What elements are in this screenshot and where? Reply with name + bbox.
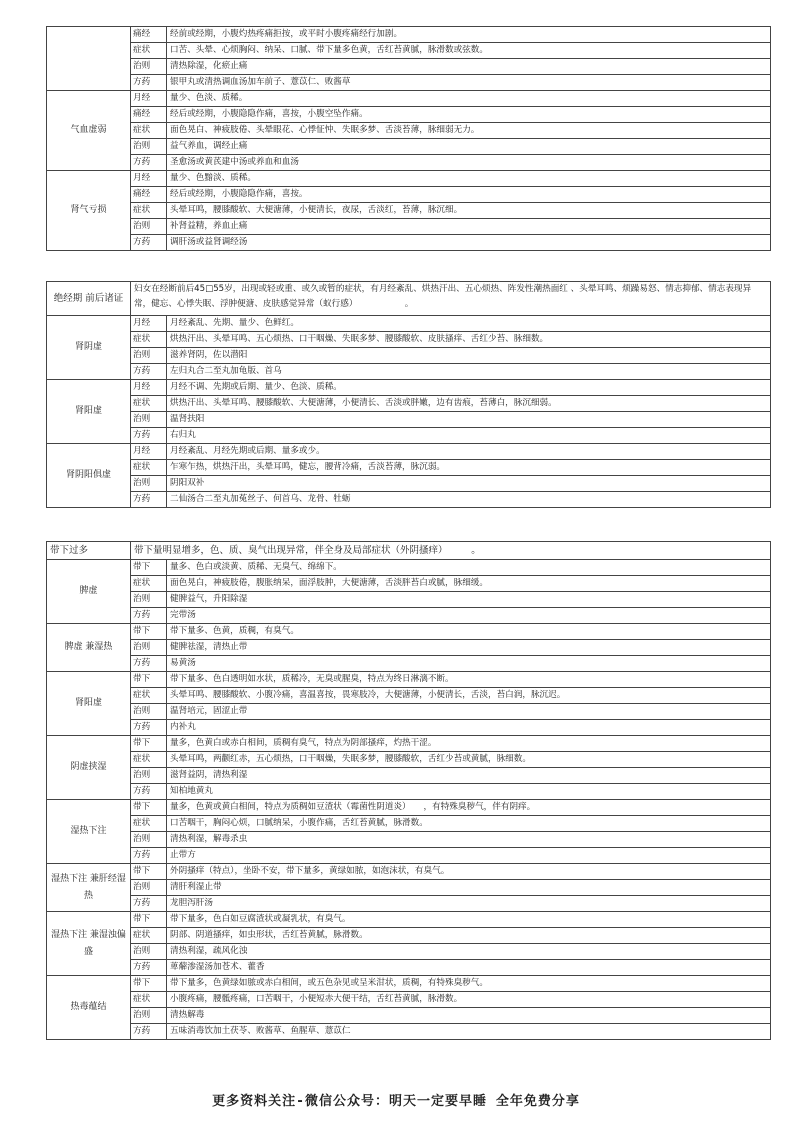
table-row — [47, 187, 771, 203]
table-row — [47, 976, 771, 992]
field-text: 量多，色黄或黄白相间，特点为质稠如豆渣状（霉菌性阴道炎） ，有特殊臭秽气，伴有阴痒。 — [167, 800, 771, 816]
field-label: 月经 — [131, 380, 167, 396]
field-text: 温肾扶阳 — [167, 412, 771, 428]
field-text: 带下量多，色白如豆腐渣状或凝乳状，有臭气。 — [167, 912, 771, 928]
table-row — [47, 992, 771, 1008]
table-row — [47, 412, 771, 428]
syndrome-name: 气血虚弱 — [47, 91, 131, 171]
field-label: 治则 — [131, 476, 167, 492]
table-row — [47, 576, 771, 592]
table-row — [47, 380, 771, 396]
field-text: 带下量多，色黄绿如脓或赤白相间，或五色杂见或呈米泔状，质稠，有特殊臭秽气。 — [167, 976, 771, 992]
field-text: 阴部、阴道搔痒，如虫形状，舌红苔黄腻，脉滑数。 — [167, 928, 771, 944]
field-text: 五味消毒饮加土茯苓、败酱草、鱼腥草、薏苡仁 — [167, 1024, 771, 1040]
syndrome-name: 肾阳虚 — [47, 672, 131, 736]
syndrome-table-dysmenorrhea — [46, 26, 771, 251]
table-row — [47, 624, 771, 640]
field-text: 月经紊乱、月经先期或后期、量多或少。 — [167, 444, 771, 460]
table-row — [47, 1024, 771, 1040]
field-text: 圣愈汤或黄芪建中汤或养血和血汤 — [167, 155, 771, 171]
field-text: 补肾益精，养血止痛 — [167, 219, 771, 235]
table-row — [47, 896, 771, 912]
section-description: 带下量明显增多，色、质、臭气出现异常，伴全身及局部症状（外阴搔痒） 。 — [131, 542, 771, 560]
field-text: 阴阳双补 — [167, 476, 771, 492]
field-label: 月经 — [131, 444, 167, 460]
field-label: 月经 — [131, 171, 167, 187]
field-text: 清热解毒 — [167, 1008, 771, 1024]
table-row — [47, 203, 771, 219]
field-label: 方药 — [131, 848, 167, 864]
field-label: 治则 — [131, 704, 167, 720]
field-label: 治则 — [131, 412, 167, 428]
field-text: 清热除湿，化瘀止痛 — [167, 59, 771, 75]
table-row — [47, 880, 771, 896]
section-description: 妇女在经断前后45□55岁，出现或轻或重、或久或暂的症状，有月经紊乱、烘热汗出、五心烦热、阵发性潮热面红 、头晕耳鸣、烦躁易怒、情志抑郁、情志表现异常，健忘、心悸失眠、浮肿便溏、皮肤感觉异常（蚁行感） 。 — [131, 282, 771, 316]
field-text: 量多，色黄白或赤白相间，质稠有臭气，特点为阴部搔痒，灼热干涩。 — [167, 736, 771, 752]
field-text: 温肾培元，固涩止带 — [167, 704, 771, 720]
field-label: 带下 — [131, 672, 167, 688]
table-row — [47, 219, 771, 235]
field-text: 知柏地黄丸 — [167, 784, 771, 800]
table-row — [47, 656, 771, 672]
field-text: 完带汤 — [167, 608, 771, 624]
field-text: 口苦咽干，胸闷心烦，口腻纳呆，小腹作痛，舌红苔黄腻，脉滑数。 — [167, 816, 771, 832]
field-label: 方药 — [131, 75, 167, 91]
field-label: 方药 — [131, 896, 167, 912]
table-row — [47, 123, 771, 139]
table-header-row — [47, 542, 771, 560]
syndrome-name: 肾阴阳俱虚 — [47, 444, 131, 508]
field-label: 治则 — [131, 640, 167, 656]
field-label: 症状 — [131, 576, 167, 592]
table-row — [47, 848, 771, 864]
table-row — [47, 107, 771, 123]
table-row — [47, 912, 771, 928]
table-row — [47, 155, 771, 171]
section-title: 带下过多 — [47, 542, 131, 560]
table-row — [47, 476, 771, 492]
syndrome-table-menopause — [46, 281, 771, 508]
table-row — [47, 364, 771, 380]
field-text: 健脾益气，升阳除湿 — [167, 592, 771, 608]
syndrome-table-leukorrhea — [46, 541, 771, 1040]
field-text: 银甲丸或清热调血汤加车前子、薏苡仁、败酱草 — [167, 75, 771, 91]
field-label: 治则 — [131, 348, 167, 364]
field-text: 头晕耳鸣、腰膝酸软、小腹冷痛，喜温喜按，畏寒肢冷，大便溏薄，小便清长，舌淡，苔白润，脉沉迟。 — [167, 688, 771, 704]
field-text: 外阴搔痒（特点），坐卧不安，带下量多，黄绿如脓，如泡沫状，有臭气。 — [167, 864, 771, 880]
field-label: 方药 — [131, 155, 167, 171]
table-row — [47, 75, 771, 91]
field-label: 带下 — [131, 864, 167, 880]
table-row — [47, 960, 771, 976]
field-text: 滋养肾阴，佐以潜阳 — [167, 348, 771, 364]
field-text: 经前或经期，小腹灼热疼痛拒按，或平时小腹疼痛经行加剧。 — [167, 27, 771, 43]
field-label: 方药 — [131, 428, 167, 444]
table-row — [47, 1008, 771, 1024]
syndrome-name: 湿热下注 兼肝经湿热 — [47, 864, 131, 912]
table-row — [47, 928, 771, 944]
field-text: 右归丸 — [167, 428, 771, 444]
table-row — [47, 640, 771, 656]
table-row — [47, 592, 771, 608]
field-label: 方药 — [131, 608, 167, 624]
field-text: 量多、色白或淡黄、质稀、无臭气、绵绵下。 — [167, 560, 771, 576]
field-label: 月经 — [131, 91, 167, 107]
field-label: 症状 — [131, 123, 167, 139]
field-label: 治则 — [131, 768, 167, 784]
page-footer: 更多资料关注-微信公众号：明天一定要早睡 全年免费分享 — [212, 1094, 580, 1109]
field-text: 面色晃白、神疲肢倦、头晕眼花、心悸怔忡、失眠多梦、舌淡苔薄，脉细弱无力。 — [167, 123, 771, 139]
table-row — [47, 688, 771, 704]
field-label: 方药 — [131, 1024, 167, 1040]
field-label: 带下 — [131, 912, 167, 928]
field-text: 量少、色淡、质稀。 — [167, 91, 771, 107]
table-row — [47, 428, 771, 444]
field-label: 症状 — [131, 43, 167, 59]
syndrome-name: 热毒蕴结 — [47, 976, 131, 1040]
field-text: 止带方 — [167, 848, 771, 864]
field-text: 二仙汤合二至丸加菟丝子、何首乌、龙骨、牡蛎 — [167, 492, 771, 508]
field-label: 月经 — [131, 316, 167, 332]
field-text: 头晕耳鸣，腰膝酸软、大便溏薄，小便清长，夜尿，舌淡红，苔薄，脉沉细。 — [167, 203, 771, 219]
field-text: 益气养血，调经止痛 — [167, 139, 771, 155]
field-text: 左归丸合二至丸加龟版、首乌 — [167, 364, 771, 380]
field-label: 治则 — [131, 944, 167, 960]
syndrome-name: 肾阳虚 — [47, 380, 131, 444]
field-label: 治则 — [131, 880, 167, 896]
field-text: 萆薢渗湿汤加苍术、藿香 — [167, 960, 771, 976]
field-text: 经后或经期，小腹隐隐作痛，喜按。 — [167, 187, 771, 203]
syndrome-name: 脾虚 — [47, 560, 131, 624]
table-row — [47, 396, 771, 412]
syndrome-name: 肾气亏损 — [47, 171, 131, 251]
field-label: 症状 — [131, 460, 167, 476]
table-row — [47, 736, 771, 752]
field-text: 月经紊乱、先期、量少、色鲜红。 — [167, 316, 771, 332]
field-text: 小腹疼痛，腰骶疼痛，口苦咽干，小便短赤大便干结，舌红苔黄腻，脉滑数。 — [167, 992, 771, 1008]
table-row — [47, 608, 771, 624]
field-text: 月经不调、先期或后期、量少、色淡、质稀。 — [167, 380, 771, 396]
field-label: 方药 — [131, 656, 167, 672]
field-text: 清热利湿，疏风化浊 — [167, 944, 771, 960]
table-row — [47, 720, 771, 736]
field-label: 带下 — [131, 560, 167, 576]
field-text: 烘热汗出、头晕耳鸣、五心烦热、口干咽燥、失眠多梦、腰膝酸软、皮肤搔痒、舌红少苔、脉细数。 — [167, 332, 771, 348]
section-title: 绝经期 前后诸证 — [47, 282, 131, 316]
field-label: 带下 — [131, 976, 167, 992]
field-label: 痛经 — [131, 187, 167, 203]
table-row — [47, 944, 771, 960]
field-label: 治则 — [131, 219, 167, 235]
syndrome-name — [47, 27, 131, 91]
field-label: 带下 — [131, 624, 167, 640]
field-label: 治则 — [131, 139, 167, 155]
table-row — [47, 316, 771, 332]
field-text: 乍寒乍热，烘热汗出，头晕耳鸣，健忘，腰背冷痛，舌淡苔薄，脉沉弱。 — [167, 460, 771, 476]
field-label: 带下 — [131, 736, 167, 752]
field-text: 调肝汤或益肾调经汤 — [167, 235, 771, 251]
field-text: 头晕耳鸣，两颧红赤，五心烦热，口干咽燥，失眠多梦，腰膝酸软，舌红少苔或黄腻，脉细数。 — [167, 752, 771, 768]
field-text: 健脾祛湿，清热止带 — [167, 640, 771, 656]
field-label: 带下 — [131, 800, 167, 816]
table-row — [47, 800, 771, 816]
table-row — [47, 444, 771, 460]
table-row — [47, 91, 771, 107]
field-label: 方药 — [131, 492, 167, 508]
field-label: 痛经 — [131, 27, 167, 43]
field-text: 面色晃白，神疲肢倦，腹胀纳呆，面浮肢肿，大便溏薄，舌淡胖苔白或腻，脉细缓。 — [167, 576, 771, 592]
table-row — [47, 171, 771, 187]
field-label: 方药 — [131, 235, 167, 251]
field-label: 方药 — [131, 960, 167, 976]
field-text: 清热利湿，解毒杀虫 — [167, 832, 771, 848]
field-label: 症状 — [131, 992, 167, 1008]
field-label: 治则 — [131, 59, 167, 75]
field-label: 症状 — [131, 928, 167, 944]
table-row — [47, 832, 771, 848]
field-label: 症状 — [131, 688, 167, 704]
table-row — [47, 139, 771, 155]
syndrome-name: 湿热下注 兼湿浊偏盛 — [47, 912, 131, 976]
field-label: 方药 — [131, 784, 167, 800]
table-row — [47, 560, 771, 576]
field-text: 量少、色黯淡、质稀。 — [167, 171, 771, 187]
table-row — [47, 816, 771, 832]
field-label: 痛经 — [131, 107, 167, 123]
field-label: 症状 — [131, 332, 167, 348]
field-text: 内补丸 — [167, 720, 771, 736]
field-label: 症状 — [131, 816, 167, 832]
field-text: 滋肾益阴，清热利湿 — [167, 768, 771, 784]
table-row — [47, 492, 771, 508]
field-text: 龙胆泻肝汤 — [167, 896, 771, 912]
syndrome-name: 脾虚 兼湿热 — [47, 624, 131, 672]
field-text: 清肝利湿止带 — [167, 880, 771, 896]
field-text: 带下量多、色白透明如水状，质稀冷，无臭或腥臭，特点为终日淋漓不断。 — [167, 672, 771, 688]
table-row — [47, 460, 771, 476]
field-text: 带下量多、色黄，质稠，有臭气。 — [167, 624, 771, 640]
table-row — [47, 768, 771, 784]
table-row — [47, 332, 771, 348]
field-label: 症状 — [131, 752, 167, 768]
table-row — [47, 59, 771, 75]
field-label: 方药 — [131, 720, 167, 736]
field-label: 症状 — [131, 203, 167, 219]
table-row — [47, 43, 771, 59]
field-label: 症状 — [131, 396, 167, 412]
table-row — [47, 672, 771, 688]
field-text: 经后或经期，小腹隐隐作痛，喜按，小腹空坠作痛。 — [167, 107, 771, 123]
table-row — [47, 348, 771, 364]
table-row — [47, 235, 771, 251]
table-row — [47, 27, 771, 43]
table-row — [47, 752, 771, 768]
syndrome-name: 阴虚挟湿 — [47, 736, 131, 800]
field-label: 方药 — [131, 364, 167, 380]
field-text: 烘热汗出、头晕耳鸣、腰膝酸软、大便溏薄，小便清长、舌淡或胖嫩，边有齿痕，苔薄白，脉沉细弱。 — [167, 396, 771, 412]
table-row — [47, 704, 771, 720]
field-label: 治则 — [131, 1008, 167, 1024]
field-text: 口苦、头晕、心烦胸闷、纳呆、口腻、带下量多色黄，舌红苔黄腻，脉滑数或弦数。 — [167, 43, 771, 59]
syndrome-name: 湿热下注 — [47, 800, 131, 864]
field-text: 易黄汤 — [167, 656, 771, 672]
field-label: 治则 — [131, 592, 167, 608]
field-label: 治则 — [131, 832, 167, 848]
table-row — [47, 784, 771, 800]
table-header-row — [47, 282, 771, 316]
table-row — [47, 864, 771, 880]
syndrome-name: 肾阴虚 — [47, 316, 131, 380]
